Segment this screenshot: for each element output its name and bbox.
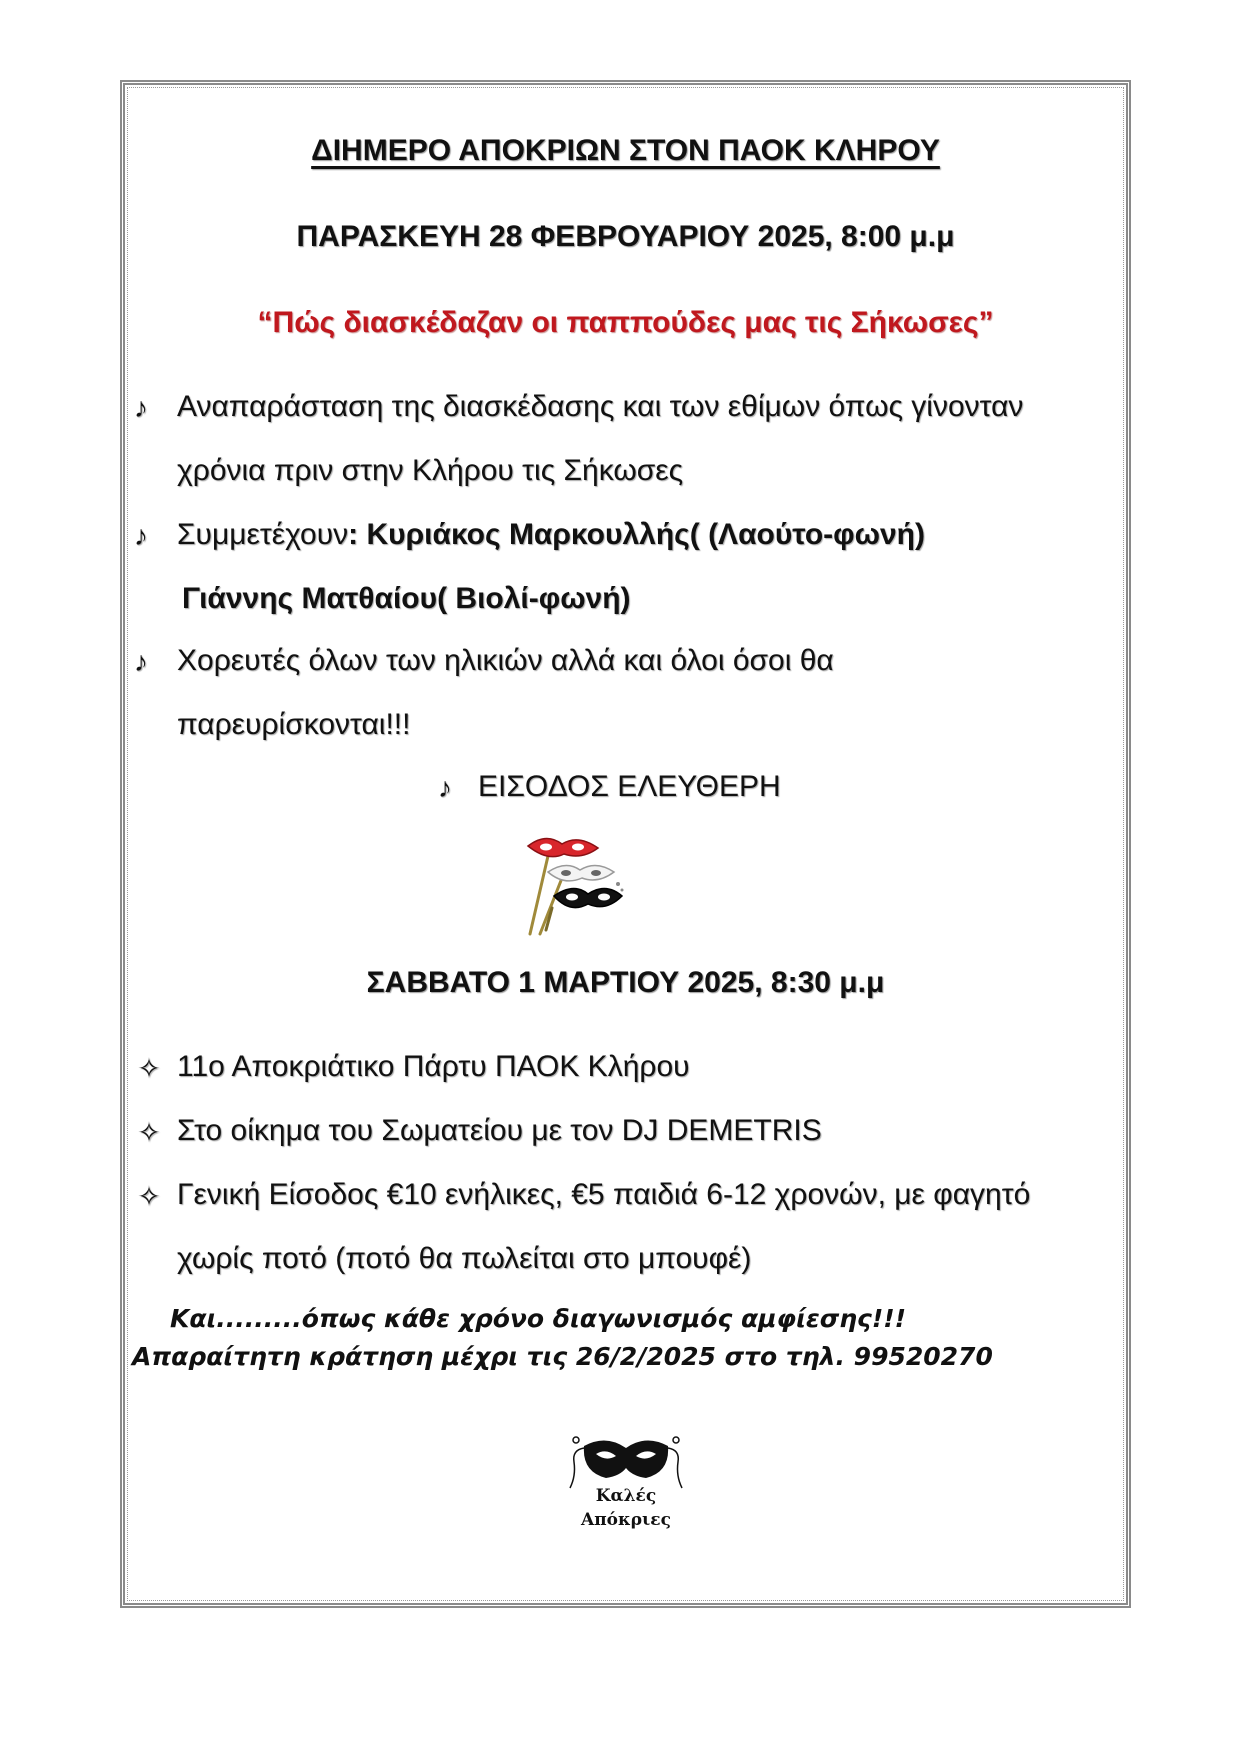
sparkle-star-icon: ✧ — [137, 1053, 161, 1084]
page-title: ΔΙΗΜΕΡΟ ΑΠΟΚΡΙΩΝ ΣΤΟΝ ΠΑΟΚ ΚΛΗΡΟΥ — [311, 134, 940, 167]
performer-2: Γιάννης Ματθαίου( Βιολί-φωνή) — [182, 582, 631, 615]
day1-subtitle: “Πώς διασκέδαζαν οι παππούδες μας τις Σήκωσες” — [257, 306, 994, 339]
day2-item3-line2: χωρίς ποτό (ποτό θα πωλείται στο μπουφέ) — [177, 1242, 752, 1275]
day1-item3-line2: παρευρίσκονται!!! — [177, 708, 411, 741]
day2-item1: 11ο Αποκριάτικο Πάρτυ ΠΑΟΚ Κλήρου — [177, 1050, 690, 1083]
white-mask — [548, 865, 614, 880]
logo-line-1: Καλές — [595, 1486, 657, 1506]
music-note-icon: ♪ — [134, 392, 148, 423]
free-entry-text: ΕΙΣΟΔΟΣ ΕΛΕΥΘΕΡΗ — [478, 770, 781, 803]
sparkle-star-icon: ✧ — [137, 1117, 161, 1148]
music-note-icon: ♪ — [134, 520, 148, 551]
costume-contest-note: Και.........όπως κάθε χρόνο διαγωνισμός αμφίεσης!!! — [170, 1304, 907, 1333]
day1-date: ΠΑΡΑΣΚΕΥΗ 28 ΦΕΒΡΟΥΑΡΙΟΥ 2025, 8:00 μ.μ — [296, 220, 955, 253]
day1-item1-line1: Αναπαράσταση της διασκέδασης και των εθίμων όπως γίνονταν — [177, 390, 1024, 423]
music-note-icon: ♪ — [134, 646, 148, 677]
music-note-icon: ♪ — [438, 772, 452, 803]
mask-logo-caption — [546, 1484, 706, 1532]
day2-item3-line1: Γενική Είσοδος €10 ενήλικες, €5 παιδιά 6-12 χρονών, με φαγητό — [177, 1178, 1031, 1211]
day1-item3-line1: Χορευτές όλων των ηλικιών αλλά και όλοι όσοι θα — [177, 644, 834, 677]
reservation-note: Απαραίτητη κράτηση μέχρι τις 26/2/2025 στο τηλ. 99520270 — [132, 1342, 993, 1371]
day2-item2: Στο οίκημα του Σωματείου με τον DJ DEMETRIS — [177, 1114, 822, 1147]
red-mask — [528, 838, 598, 856]
sparkle-star-icon: ✧ — [137, 1181, 161, 1212]
day1-item1-line2: χρόνια πριν στην Κλήρου τις Σήκωσες — [177, 454, 684, 487]
day1-item2-line1 — [177, 518, 925, 552]
day2-date: ΣΑΒΒΑΤΟ 1 ΜΑΡΤΙΟΥ 2025, 8:30 μ.μ — [366, 966, 885, 999]
carnival-masks-icon — [518, 826, 628, 938]
black-mask — [554, 888, 622, 907]
logo-line-2: Απόκριες — [581, 1510, 671, 1530]
participants-label: Συμμετέχουν — [177, 518, 349, 551]
performer-1: : Κυριάκος Μαρκουλλής( (Λαούτο-φωνή) — [348, 518, 925, 551]
